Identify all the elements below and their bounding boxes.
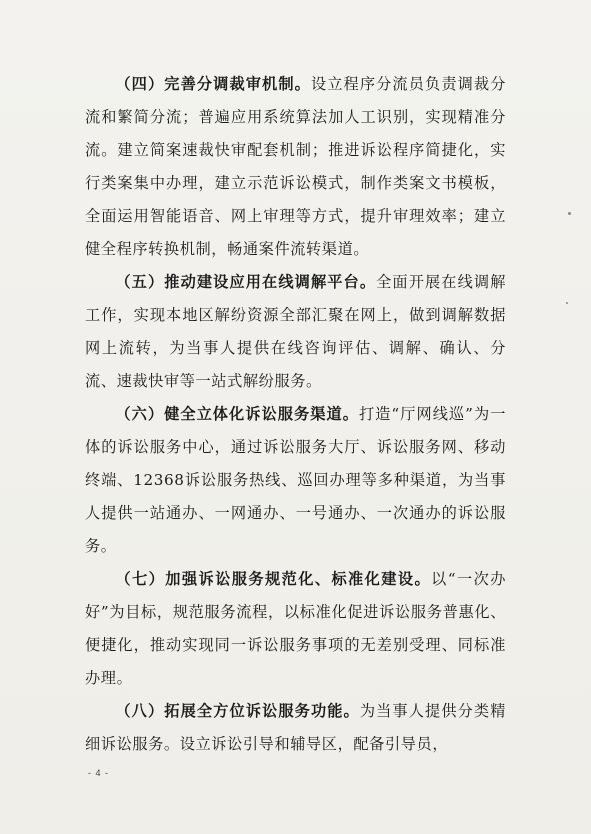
paragraph-8 (85, 695, 506, 761)
section-body: 设立程序分流员负责调裁分流和繁简分流；普遍应用系统算法加人工识别，实现精准分流。建立简案速裁快审配套机制；推进诉讼程序简捷化，实行类案集中办理，建立示范诉讼模式，制作类案文书模板，全面运用智能语音、网上审理等方式，提升审理效率；建立健全程序转换机制，畅通案件流转渠道。 (85, 75, 507, 258)
scan-speck (566, 302, 568, 304)
section-heading: （五）推动建设应用在线调解平台。 (115, 273, 377, 291)
page-number: - 4 - (88, 768, 110, 778)
section-body: 以“一次办好”为目标，规范服务流程，以标准化促进诉讼服务普惠化、便捷化，推动实现同一诉讼服务事项的无差别受理、同标准办理。 (85, 570, 506, 687)
section-body: 全面开展在线调解工作，实现本地区解纷资源全部汇聚在网上，做到调解数据网上流转，为当事人提供在线咨询评估、调解、确认、分流、速裁快审等一站式解纷服务。 (85, 273, 506, 390)
paragraph-6 (85, 398, 506, 563)
section-heading: （八）拓展全方位诉讼服务功能。 (115, 702, 360, 720)
section-body: 为当事人提供分类精细诉讼服务。设立诉讼引导和辅导区，配备引导员， (85, 702, 507, 753)
section-heading: （四）完善分调裁审机制。 (115, 75, 311, 93)
paragraph-7 (85, 563, 506, 695)
paragraph-4 (85, 68, 506, 266)
document-body (85, 68, 506, 761)
section-heading: （六）健全立体化诉讼服务渠道。 (115, 405, 359, 423)
scan-speck (568, 212, 571, 215)
paragraph-5 (85, 266, 506, 398)
section-body: 打造“厅网线巡”为一体的诉讼服务中心，通过诉讼服务大厅、诉讼服务网、移动终端、12368诉讼服务热线、巡回办理等多种渠道，为当事人提供一站通办、一网通办、一号通办、一次通办的诉讼服务。 (85, 405, 507, 555)
section-heading: （七）加强诉讼服务规范化、标准化建设。 (115, 570, 432, 588)
